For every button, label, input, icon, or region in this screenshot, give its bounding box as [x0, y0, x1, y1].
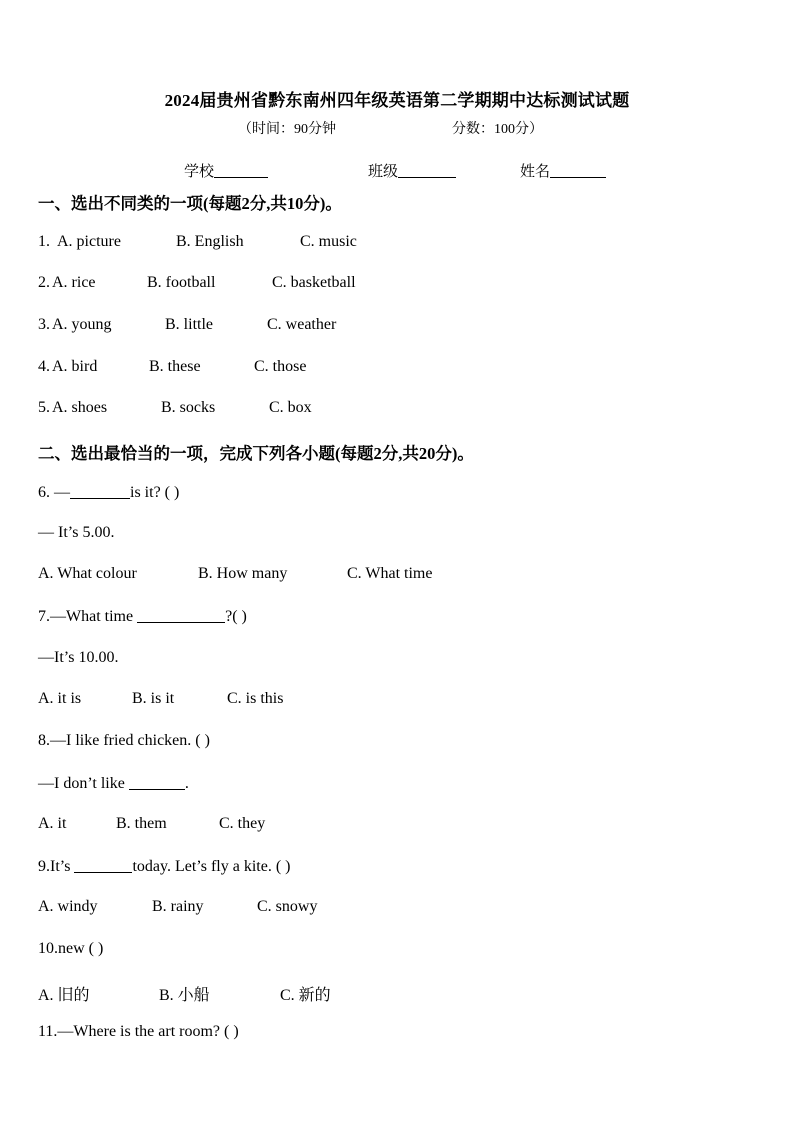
question-7-option-c[interactable]: C. is this	[227, 690, 284, 707]
answer-blank[interactable]	[70, 483, 130, 499]
exam-score: 分数：100分）	[452, 122, 543, 137]
answer-blank[interactable]	[129, 774, 185, 790]
question-6-option-c[interactable]: C. What time	[347, 565, 433, 582]
question-6-option-b[interactable]: B. How many	[198, 565, 288, 582]
question-8-option-c[interactable]: C. they	[219, 815, 266, 832]
question-7	[38, 607, 247, 626]
question-10-option-a[interactable]: A. 旧的	[38, 987, 90, 1004]
class-field	[368, 160, 456, 181]
school-blank[interactable]	[214, 162, 268, 178]
option-b[interactable]: B. little	[165, 316, 213, 333]
answer-blank[interactable]	[74, 857, 132, 873]
school-label: 学校	[184, 164, 215, 180]
question-7-prefix: 7.—What time	[38, 608, 138, 625]
page-title: 2024届贵州省黔东南州四年级英语第二学期期中达标测试试题	[164, 91, 630, 110]
option-a[interactable]: A. shoes	[52, 399, 108, 416]
question-8-option-a[interactable]: A. it	[38, 815, 67, 832]
question-6	[38, 483, 179, 502]
exam-time: （时间：90分钟	[238, 122, 336, 137]
question-number: 2.	[38, 274, 50, 291]
question-9-prefix: 9.It’s	[38, 858, 75, 875]
option-c[interactable]: C. box	[269, 399, 312, 416]
section-2-heading: 二、选出最恰当的一项，完成下列各小题(每题2分,共20分)。	[38, 444, 474, 463]
option-b[interactable]: B. these	[149, 358, 201, 375]
question-8: 8.—I like fried chicken. ( )	[38, 732, 210, 749]
class-blank[interactable]	[398, 162, 456, 178]
question-8-reply	[38, 774, 189, 793]
name-blank[interactable]	[550, 162, 606, 178]
option-b[interactable]: B. English	[176, 233, 244, 250]
option-b[interactable]: B. socks	[161, 399, 216, 416]
question-number: 4.	[38, 358, 50, 375]
question-7-reply: —It’s 10.00.	[38, 649, 119, 666]
option-a[interactable]: A. picture	[57, 233, 121, 250]
question-number: 1.	[38, 233, 50, 250]
class-label: 班级	[368, 164, 399, 180]
option-c[interactable]: C. basketball	[272, 274, 356, 291]
question-9-suffix: today. Let’s fly a kite. ( )	[132, 858, 291, 875]
question-9-option-b[interactable]: B. rainy	[152, 898, 204, 915]
name-field	[520, 160, 606, 181]
question-6-option-a[interactable]: A. What colour	[38, 565, 137, 582]
question-8-option-b[interactable]: B. them	[116, 815, 167, 832]
option-c[interactable]: C. those	[254, 358, 307, 375]
question-number: 3.	[38, 316, 50, 333]
option-a[interactable]: A. young	[52, 316, 112, 333]
question-9-option-c[interactable]: C. snowy	[257, 898, 318, 915]
question-7-option-b[interactable]: B. is it	[132, 690, 175, 707]
question-7-option-a[interactable]: A. it is	[38, 690, 82, 707]
option-a[interactable]: A. bird	[52, 358, 98, 375]
option-c[interactable]: C. music	[300, 233, 357, 250]
question-11: 11.—Where is the art room? ( )	[38, 1023, 239, 1040]
question-8-suffix: .	[184, 775, 189, 792]
question-8-prefix: —I don’t like	[38, 775, 129, 792]
question-9-option-a[interactable]: A. windy	[38, 898, 98, 915]
name-label: 姓名	[520, 164, 551, 180]
question-7-suffix: ?( )	[225, 608, 247, 625]
question-6-prefix: 6. —	[38, 484, 70, 501]
section-1-heading: 一、选出不同类的一项(每题2分,共10分)。	[38, 194, 342, 213]
question-10: 10.new ( )	[38, 940, 104, 957]
answer-blank[interactable]	[137, 607, 225, 623]
question-10-option-c[interactable]: C. 新的	[280, 987, 331, 1004]
option-a[interactable]: A. rice	[52, 274, 96, 291]
question-6-suffix: is it? ( )	[130, 484, 180, 501]
question-9	[38, 857, 290, 876]
option-c[interactable]: C. weather	[267, 316, 337, 333]
question-10-option-b[interactable]: B. 小船	[159, 987, 210, 1004]
question-6-reply: — It’s 5.00.	[38, 524, 115, 541]
school-field	[184, 160, 268, 181]
option-b[interactable]: B. football	[147, 274, 216, 291]
question-number: 5.	[38, 399, 50, 416]
